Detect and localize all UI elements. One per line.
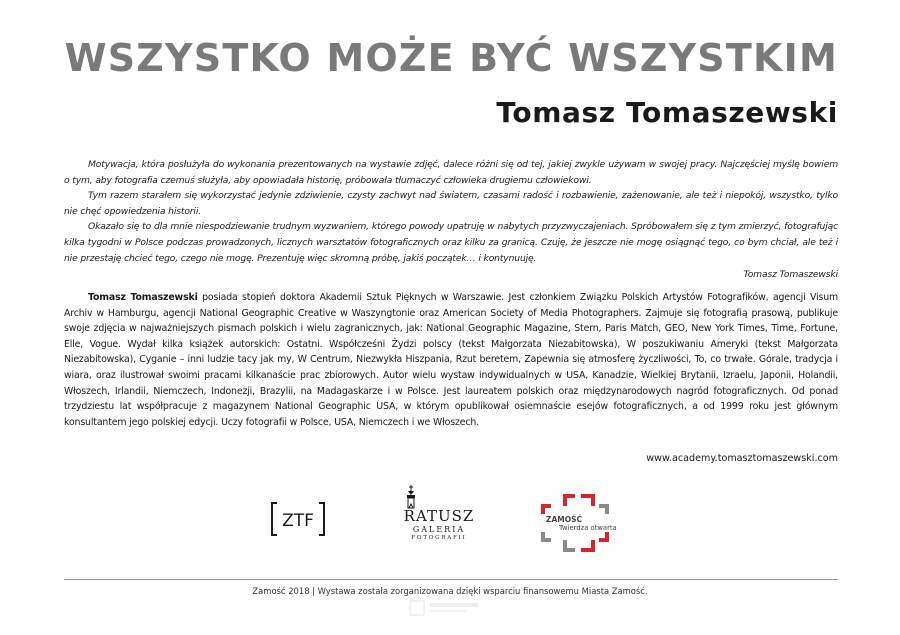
ratusz-logo-line1: GALERIA (412, 525, 466, 534)
statement-paragraph: Tym razem starałem się wykorzystać jedynie zdziwienie, czysty zachwyt nad światem, czasami radość i rozbawienie, zażenowanie, ale też i niepokój, wszystko, tylko nie chęć opowiedzenia historii. (64, 190, 838, 217)
ztf-logo-icon (268, 497, 328, 541)
author-name: Tomasz Tomaszewski (496, 96, 838, 129)
artist-statement (64, 157, 838, 283)
statement-paragraph: Okazało się to dla mnie niespodziewanie trudnym wyzwaniem, którego powody upatruję w nabytych przyzwyczajeniach. Spróbowałem się z tym zmierzyć, fotografując kilka tygodni w Polsce podczas prowadzonych, licznych warsztatów fotograficznych oraz kilku za granicą. Czuję, że jeszcze nie mogę osiągnąć tego, co bym chciał, ale też i nie przestaję chcieć tego, czego nie mogę. Prezentuję więc skromną próbę, jakiś początek… i kontynuuję. (64, 221, 838, 264)
website-link[interactable]: www.academy.tomasztomaszewski.com (646, 453, 838, 464)
author-biography (64, 290, 838, 430)
ratusz-logo-word: RATUSZ (403, 507, 475, 525)
bio-author-name: Tomasz Tomaszewski (88, 292, 198, 303)
zamosc-logo (537, 492, 627, 554)
footer-note: Zamość 2018 | Wystawa została zorganizowana dzięki wsparciu finansowemu Miasta Zamość. (252, 586, 648, 596)
bio-text: posiada stopień doktora Akademii Sztuk Pięknych w Warszawie. Jest członkiem Związku Polskich Artystów Fotografików, agencji Visum Archiv w Hamburgu, agencji National Geographic Creative w Waszyngtonie oraz American Society of Media Photographers. Zajmuje się fotografią prasową, publikuje swoje zdjęcia w najważniejszych pismach polskich i wielu zagranicznych, jak: National Geographic Magazine, Stern, Paris Match, GEO, New York Times, Time, Fortune, Elle, Vogue. Wydał kilka książek autorskich: Ostatni. Współcześni Żydzi polscy (tekst Małgorzata Niezabitowska), W poszukiwaniu Ameryki (tekst Małgorzata Niezabitowska), Cyganie – inni ludzie tacy jak my, W Centrum, Niezwykła Hiszpania, Rzut beretem, Zapewnia się atmosferę życzliwości, To, co trwałe. Górale, tradycja i wiara, oraz ilustrował swoimi pracami kilkanaście prac zbiorowych. Autor wielu wystaw indywidualnych w USA, Kanadzie, Wielkiej Brytanii, Izraelu, Japonii, Holandii, Włoszech, Irlandii, Niemczech, Indonezji, Brazylii, na Madagaskarze i w Polsce. Jest laureatem polskich oraz międzynarodowych nagród fotograficznych. Od ponad trzydziestu lat współpracuje z magazynem National Geographic USA, w którym opublikował osiemnaście esejów fotograficznych, a od 1999 roku jest głównym konsultantem jego polskiej edycji. Uczy fotografii w Polsce, USA, Niemczech i we Włoszech. (64, 292, 839, 428)
faint-watermark-icon (408, 598, 488, 618)
bio-paragraph (64, 290, 838, 430)
ratusz-logo-line2: FOTOGRAFII (411, 535, 467, 541)
footer-divider (64, 579, 838, 580)
ztf-logo-text: ZTF (282, 511, 314, 531)
sponsor-logos (0, 480, 900, 560)
exhibition-title: WSZYSTKO MOŻE BYĆ WSZYSTKIM (64, 36, 838, 80)
statement-signature: Tomasz Tomaszewski (743, 269, 838, 281)
zamosc-logo-name: ZAMOŚĆ (546, 515, 582, 524)
zamosc-logo-tagline: Twierdza otwarta (559, 524, 617, 532)
statement-paragraph: Motywacja, która posłużyła do wykonania prezentowanych na wystawie zdjęć, dalece różni się od tej, jakiej zwykle używam w swojej pracy. Najczęściej myślę bowiem o tym, aby fotografia czemuś służyła, aby opowiadała historię, próbowała tłumaczyć człowieka drugiemu człowiekowi. (64, 159, 838, 186)
ratusz-logo (397, 483, 481, 549)
